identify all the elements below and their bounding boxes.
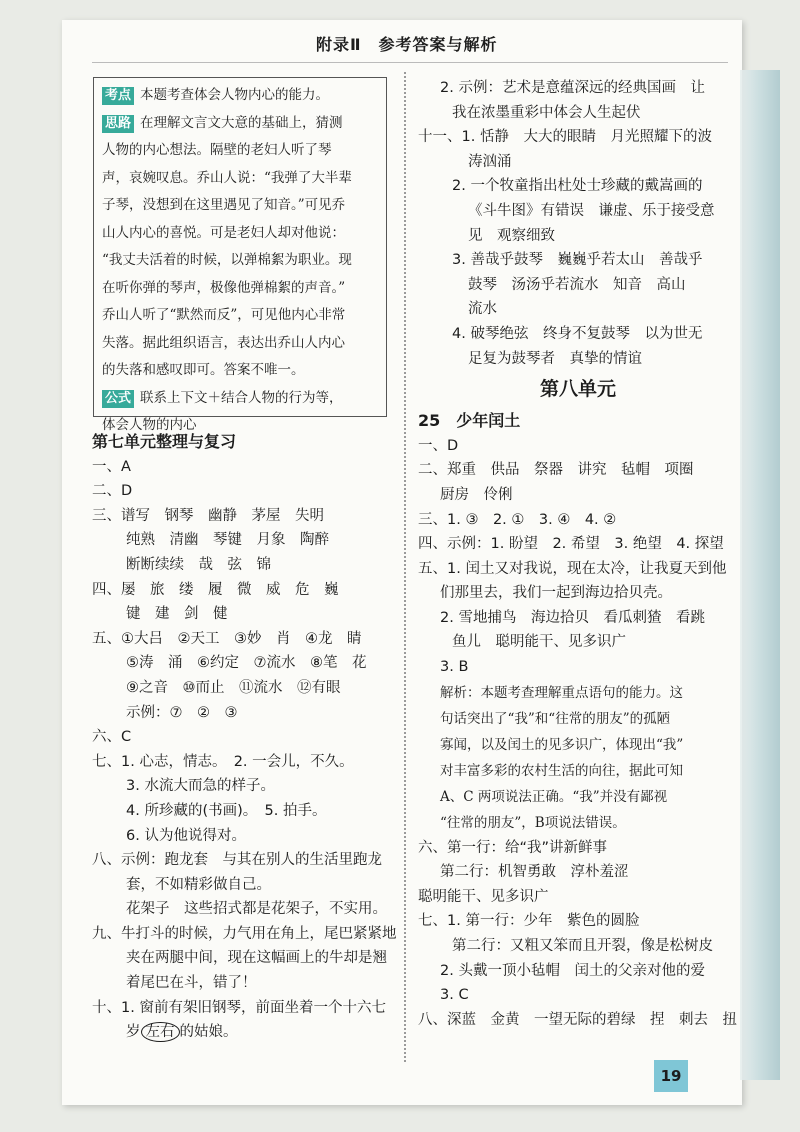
answer-line: 五、1. 闰土又对我说，现在太冷，让我夏天到他 xyxy=(418,560,727,577)
answer-line: 们那里去，我们一起到海边拾贝壳。 xyxy=(440,585,672,602)
answer-line: 六、第一行：给“我”讲新鲜事 xyxy=(418,839,608,856)
page-edge-decoration xyxy=(740,70,780,1080)
answer-line: 七、1. 第一行：少年 紫色的圆脸 xyxy=(418,913,640,930)
silu-line: 的失落和感叹即可。答案不唯一。 xyxy=(102,362,305,378)
answer-line: 见 观察细致 xyxy=(468,227,555,244)
silu-line: 在听你弹的琴声，极像他弹棉絮的声音。” xyxy=(102,279,346,296)
answer-line: 2. 头戴一顶小毡帽 闰土的父亲对他的爱 xyxy=(440,962,705,979)
silu-line: 人物的内心想法。隔壁的老妇人听了琴 xyxy=(102,142,332,158)
right-answer-list xyxy=(418,434,738,680)
column-divider xyxy=(404,72,406,1062)
answer-line: 断断续续 哉 弦 锦 xyxy=(126,556,271,573)
answer-line: 套，不如精彩做自己。 xyxy=(126,876,271,893)
right-column xyxy=(418,76,738,1032)
answer-line: 九、牛打斗的时候，力气用在角上，尾巴紧紧地 xyxy=(92,925,397,942)
silu-tag: 思路 xyxy=(102,115,134,133)
answer-line xyxy=(92,1020,392,1045)
answer-line: 3. 善哉乎鼓琴 巍巍乎若太山 善哉乎 xyxy=(452,252,703,269)
answer-line: 3. B xyxy=(440,659,469,676)
answer-line: 着尾巴在斗，错了！ xyxy=(126,975,257,992)
answer-line: 五、①大吕 ②天工 ③妙 肖 ④龙 睛 xyxy=(92,630,362,647)
answer-line: 第二行：又粗又笨而且开裂，像是松树皮 xyxy=(452,938,713,955)
answer-line: 鱼儿 聪明能干、见多识广 xyxy=(452,634,626,651)
lesson-title: 25 少年闰土 xyxy=(418,411,521,431)
silu-line: 乔山人听了“默然而反”，可见他内心非常 xyxy=(102,307,346,323)
answer-line: 《斗牛图》有错误 谦虚、乐于接受意 xyxy=(468,202,715,219)
page-header: 附录Ⅱ 参考答案与解析 xyxy=(316,35,498,54)
answer-line: 4. 破琴绝弦 终身不复鼓琴 以为世无 xyxy=(452,325,703,342)
gongshi-text: 联系上下文＋结合人物的行为等， xyxy=(140,389,343,406)
analysis-line: “往常的朋友”，B项说法错误。 xyxy=(440,814,626,831)
silu-text: 在理解文言文大意的基础上，猜测 xyxy=(140,114,343,131)
answer-line: 三、谱写 钢琴 幽静 茅屋 失明 xyxy=(92,507,324,524)
silu-line xyxy=(102,110,378,138)
answer-line: 厨房 伶俐 xyxy=(440,486,513,503)
gongshi-line: 体会人物的内心 xyxy=(102,417,197,433)
answer-line: 八、深蓝 金黄 一望无际的碧绿 捏 刺去 扭 xyxy=(418,1011,737,1028)
answer-line: 我在浓墨重彩中体会人生起伏 xyxy=(452,104,641,121)
analysis-line: A、C 两项说法正确。“我”并没有鄙视 xyxy=(440,788,668,805)
kaodian-tag: 考点 xyxy=(102,87,134,105)
kaodian-line xyxy=(102,82,378,110)
left-column xyxy=(92,430,397,1045)
answer-line: 六、C xyxy=(92,729,132,746)
silu-line: “我丈夫活着的时候，以弹棉絮为职业。现 xyxy=(102,252,352,268)
silu-line: 山人内心的喜悦。可是老妇人却对他说： xyxy=(102,224,345,241)
gongshi-tag: 公式 xyxy=(102,390,134,408)
answer-line: 一、D xyxy=(418,437,459,454)
silu-line: 失落。据此组织语言，表达出乔山人内心 xyxy=(102,334,345,351)
kaodian-text: 本题考查体会人物内心的能力。 xyxy=(140,87,330,103)
left-answer-list xyxy=(92,455,397,1021)
analysis-line: 寡闻，以及闰土的见多识广，体现出“我” xyxy=(440,736,684,753)
answer-text: 岁 xyxy=(126,1024,141,1041)
answer-line: 八、示例：跑龙套 与其在别人的生活里跑龙 xyxy=(92,852,382,869)
answer-line: 二、郑重 供品 祭器 讲究 毡帽 项圈 xyxy=(418,462,694,479)
answer-line: ⑤涛 涌 ⑥约定 ⑦流水 ⑧笔 花 xyxy=(126,655,367,672)
answer-line: 2. 一个牧童指出杜处士珍藏的戴嵩画的 xyxy=(452,178,703,195)
answer-line: 键 建 剑 健 xyxy=(126,606,228,623)
silu-line: 声，哀婉叹息。乔山人说：“我弹了大半辈 xyxy=(102,169,352,186)
answer-line: 2. 雪地捕鸟 海边拾贝 看瓜刺猹 看跳 xyxy=(440,609,705,626)
answer-line: 三、1. ③ 2. ① 3. ④ 4. ② xyxy=(418,511,617,528)
answer-line: 七、1. 心志，情志。 2. 一会儿，不久。 xyxy=(92,753,354,770)
answer-line: 四、示例：1. 盼望 2. 希望 3. 绝望 4. 探望 xyxy=(418,536,724,553)
section-title: 第七单元整理与复习 xyxy=(92,432,237,451)
answer-line: 3. 水流大而急的样子。 xyxy=(126,778,275,795)
answer-line: 2. 示例：艺术是意蕴深远的经典国画 让 xyxy=(440,80,705,96)
answer-line: 示例：⑦ ② ③ xyxy=(126,704,238,721)
answer-line: 3. C xyxy=(440,987,469,1004)
answer-text: 的姑娘。 xyxy=(179,1024,238,1041)
unit-title: 第八单元 xyxy=(539,378,616,401)
answer-line: 4. 所珍藏的(书画)。 5. 拍手。 xyxy=(126,802,327,819)
explanation-box xyxy=(93,77,387,433)
analysis-line: 句话突出了“我”和“往常的朋友”的孤陋 xyxy=(440,710,671,727)
answer-line: 纯熟 清幽 琴键 月象 陶醉 xyxy=(126,532,329,549)
answer-line: 聪明能干、见多识广 xyxy=(418,888,549,905)
analysis-line: 对丰富多彩的农村生活的向往，据此可知 xyxy=(440,762,683,779)
answer-line: 十一、1. 恬静 大大的眼睛 月光照耀下的波 xyxy=(418,129,712,146)
header-rule xyxy=(92,62,728,63)
analysis-block xyxy=(418,680,738,836)
answer-line: 花架子 这些招式都是花架子，不实用。 xyxy=(126,901,387,918)
answer-line: 足复为鼓琴者 真挚的情谊 xyxy=(468,350,642,367)
answer-line: ⑨之音 ⑩而止 ⑪流水 ⑫有眼 xyxy=(126,679,341,696)
answer-line: 夹在两腿中间，现在这幅画上的牛却是翘 xyxy=(126,950,387,967)
answer-line: 十、1. 窗前有架旧钢琴，前面坐着一个十六七 xyxy=(92,999,386,1016)
answer-line: 第二行：机智勇敢 淳朴羞涩 xyxy=(440,864,629,881)
silu-line: 子琴，没想到在这里遇见了知音。”可见乔 xyxy=(102,197,346,213)
answer-line: 鼓琴 汤汤乎若流水 知音 高山 xyxy=(468,276,686,293)
answer-line: 流水 xyxy=(468,301,497,318)
right-answer-list xyxy=(418,836,738,1033)
gongshi-line xyxy=(102,385,378,413)
answer-line: 一、A xyxy=(92,458,131,475)
answer-line: 涛汹涌 xyxy=(468,153,512,170)
circled-word: 左右 xyxy=(141,1022,180,1042)
analysis-line: 解析：本题考查理解重点语句的能力。这 xyxy=(440,684,683,701)
right-answer-list xyxy=(418,76,738,371)
answer-line: 四、屡 旅 缕 履 微 威 危 巍 xyxy=(92,581,339,598)
answer-line: 二、D xyxy=(92,483,133,500)
answer-line: 6. 认为他说得对。 xyxy=(126,827,246,844)
page-number: 19 xyxy=(654,1060,688,1092)
